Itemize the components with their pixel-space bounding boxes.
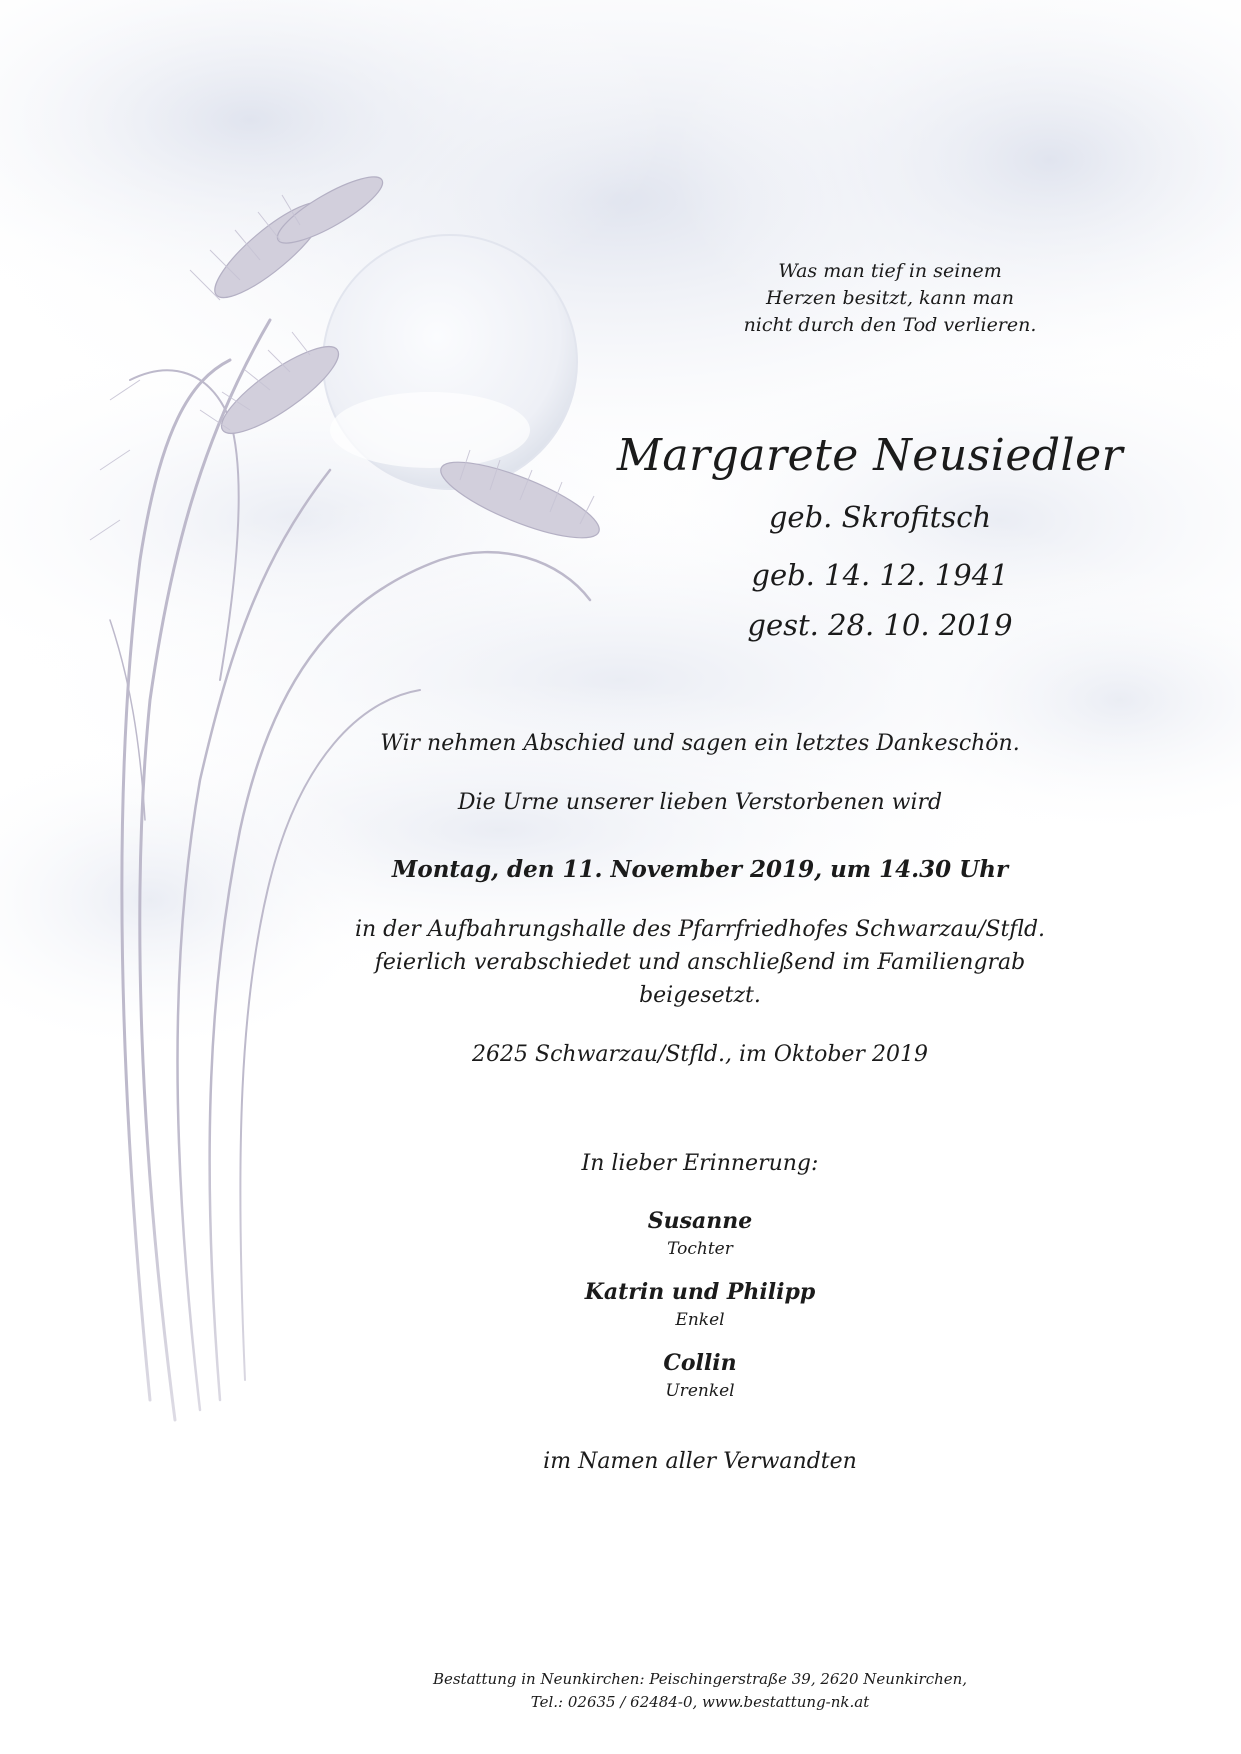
memory-heading: In lieber Erinnerung: xyxy=(581,1151,819,1176)
farewell-text: Wir nehmen Abschied und sagen ein letztes Dankeschön. xyxy=(380,731,1020,756)
place-and-date: 2625 Schwarzau/Stfld., im Oktober 2019 xyxy=(472,1042,928,1067)
relatives-text: im Namen aller Verwandten xyxy=(543,1449,857,1474)
ceremony-date-time: Montag, den 11. November 2019, um 14.30 Uhr xyxy=(391,856,1009,883)
birth-date: geb. 14. 12. 1941 xyxy=(751,558,1009,592)
deceased-name: Margarete Neusiedler xyxy=(616,430,1124,481)
motto-quote xyxy=(690,258,1090,339)
motto-line-2: Herzen besitzt, kann man xyxy=(766,287,1014,309)
mourner-relation: Urenkel xyxy=(665,1381,735,1401)
mourner-name: Katrin und Philipp xyxy=(584,1279,816,1305)
urn-text: Die Urne unserer lieben Verstorbenen wird xyxy=(457,790,943,815)
location-line-1: in der Aufbahrungshalle des Pfarrfriedhofes Schwarzau/Stfld. xyxy=(354,917,1046,942)
location-line-2: feierlich verabschiedet und anschließend im Familiengrab xyxy=(374,950,1026,975)
motto-line-3: nicht durch den Tod verlieren. xyxy=(743,314,1037,336)
maiden-name: geb. Skrofitsch xyxy=(768,500,992,534)
ceremony-location xyxy=(260,913,1140,1012)
mourner-name: Susanne xyxy=(647,1208,753,1234)
death-date: gest. 28. 10. 2019 xyxy=(747,608,1013,642)
footer-contact: Tel.: 02635 / 62484-0, www.bestattung-nk.at xyxy=(530,1693,870,1711)
motto-line-1: Was man tief in seinem xyxy=(778,260,1002,282)
footer-address: Bestattung in Neunkirchen: Peischingerstraße 39, 2620 Neunkirchen, xyxy=(432,1670,968,1688)
funeral-home-footer xyxy=(300,1668,1100,1714)
mourners-list xyxy=(450,1206,950,1419)
location-line-3: beigesetzt. xyxy=(639,983,761,1008)
mourner-relation: Tochter xyxy=(667,1239,733,1259)
mourner-relation: Enkel xyxy=(675,1310,725,1330)
life-dates xyxy=(690,550,1070,650)
mourner-name: Collin xyxy=(663,1350,737,1376)
